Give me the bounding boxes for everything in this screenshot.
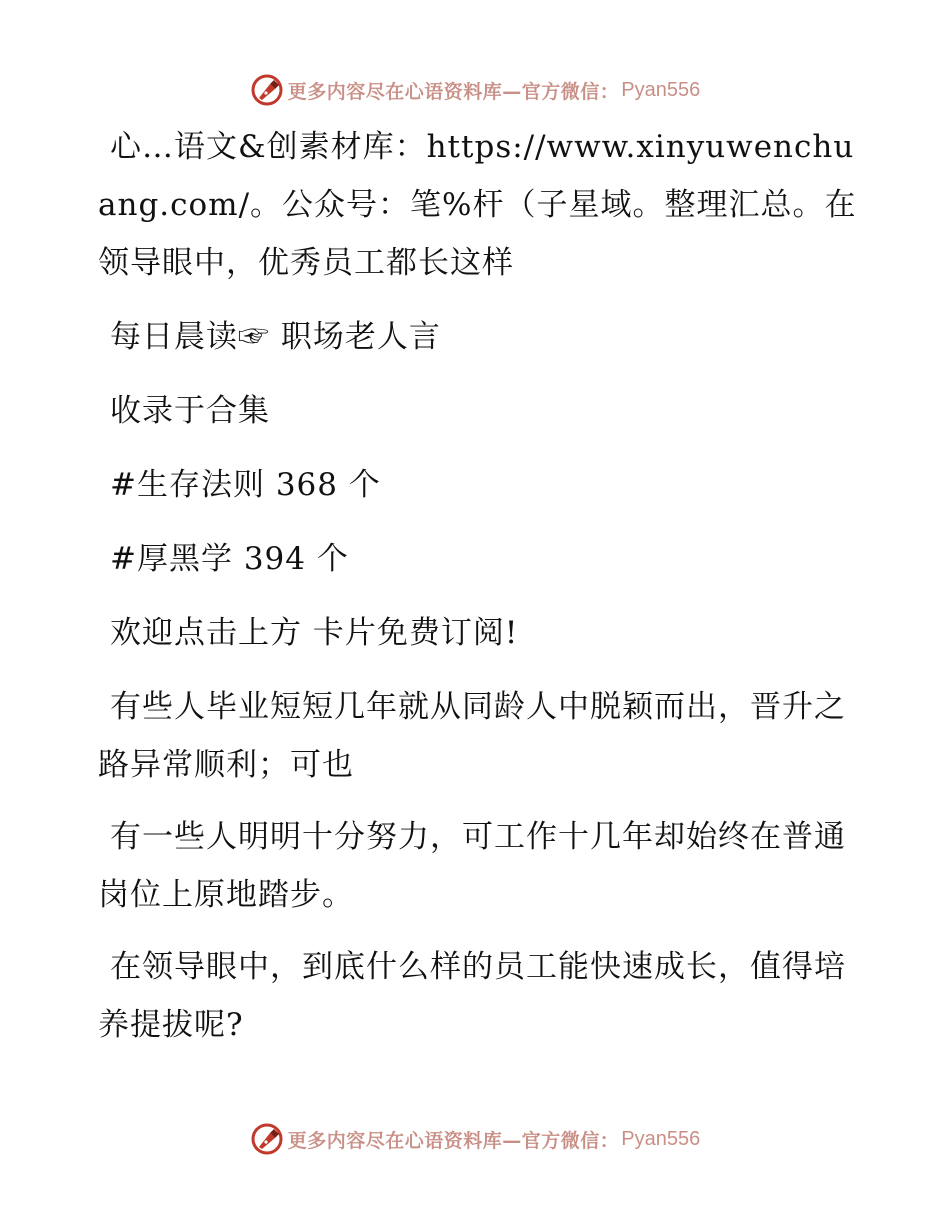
footer-watermark-banner bbox=[0, 1117, 950, 1161]
header-banner-account: Pyan556 bbox=[621, 78, 701, 101]
footer-banner-account: Pyan556 bbox=[621, 1127, 701, 1150]
header-banner-text: 更多内容尽在心语资料库—官方微信： bbox=[287, 80, 620, 103]
footer-banner-text: 更多内容尽在心语资料库—官方微信： bbox=[287, 1129, 620, 1152]
paragraph-fast-promotion: 有些人毕业短短几年就从同龄人中脱颖而出，晋升之路异常顺利；可也 bbox=[98, 689, 846, 783]
header-watermark-banner bbox=[0, 68, 950, 112]
paragraph-leader-question: 在领导眼中，到底什么样的员工能快速成长，值得培养提拔呢? bbox=[98, 949, 846, 1043]
paragraph-subscribe-prompt: 欢迎点击上方 卡片免费订阅! bbox=[110, 615, 519, 651]
paragraph-tag-thick-black: #厚黑学 394 个 bbox=[110, 541, 349, 577]
paragraph-stagnant-career: 有一些人明明十分努力，可工作十几年却始终在普通岗位上原地踏步。 bbox=[98, 819, 846, 913]
pen-nib-logo-icon bbox=[250, 73, 284, 107]
document-body bbox=[98, 118, 858, 1068]
paragraph-tag-survival-rules: #生存法则 368 个 bbox=[110, 467, 381, 503]
paragraph-source-intro: 心…语文&创素材库：https://www.xinyuwenchuang.com/。公众号：笔%杆（子星域。整理汇总。在领导眼中，优秀员工都长这样 bbox=[98, 129, 857, 281]
paragraph-collection-label: 收录于合集 bbox=[110, 393, 270, 429]
paragraph-morning-reading: 每日晨读☞ 职场老人言 bbox=[110, 319, 441, 355]
pen-nib-logo-icon bbox=[250, 1122, 284, 1156]
